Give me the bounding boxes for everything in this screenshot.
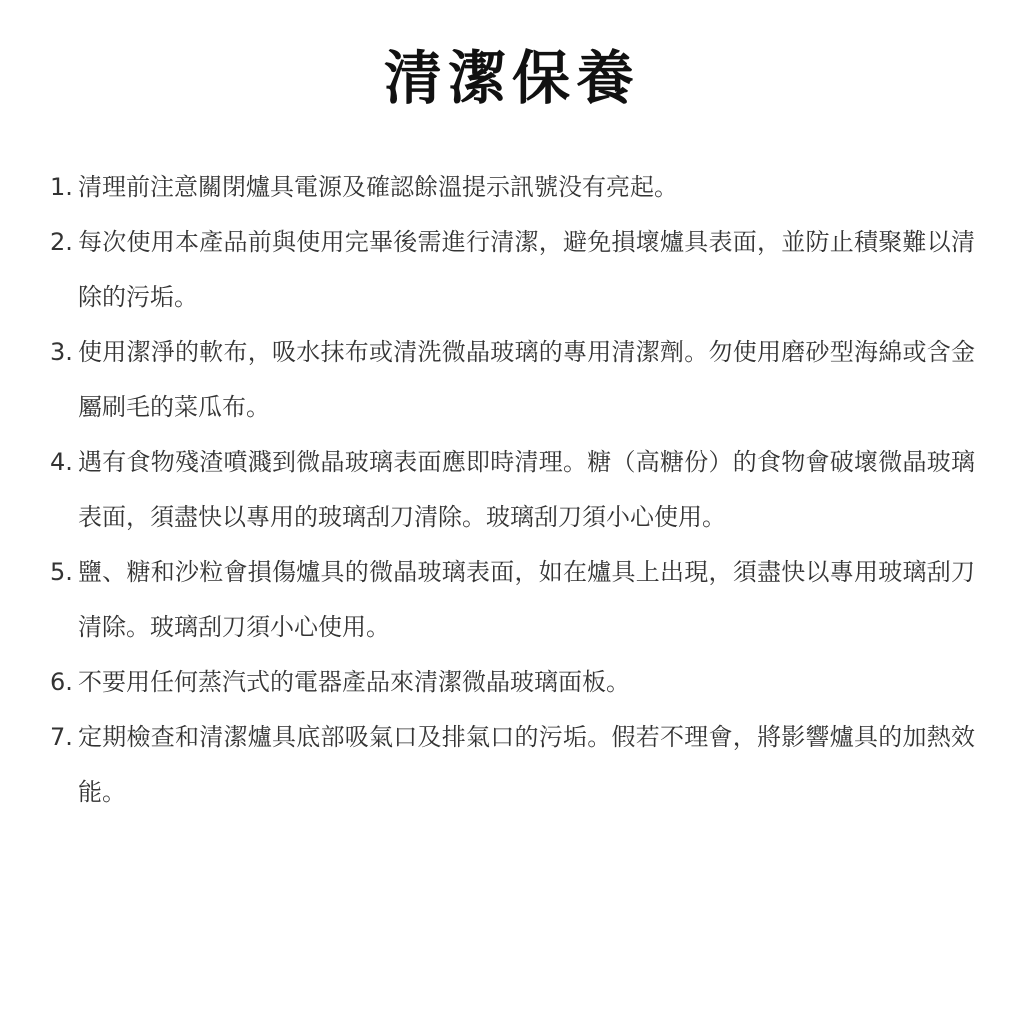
instruction-list	[50, 160, 975, 820]
page-title: 清潔保養	[383, 44, 640, 112]
item-number: 5.	[50, 558, 73, 586]
item-text: 每次使用本產品前與使用完畢後需進行清潔，避免損壞爐具表面，並防止積聚難以清除的污垢。	[78, 228, 975, 311]
instruction-item-4	[50, 435, 975, 545]
item-number: 4.	[50, 448, 73, 476]
instruction-item-6	[50, 655, 975, 710]
instruction-item-1	[50, 160, 975, 215]
item-number: 3.	[50, 338, 73, 366]
instruction-item-2	[50, 215, 975, 325]
item-number: 2.	[50, 228, 73, 256]
item-text: 清理前注意關閉爐具電源及確認餘溫提示訊號没有亮起。	[78, 173, 678, 201]
item-number: 1.	[50, 173, 73, 201]
instruction-item-7	[50, 710, 975, 820]
item-text: 使用潔淨的軟布，吸水抹布或清洗微晶玻璃的專用清潔劑。勿使用磨砂型海綿或含金屬刷毛的菜瓜布。	[78, 338, 975, 421]
item-text: 定期檢查和清潔爐具底部吸氣口及排氣口的污垢。假若不理會，將影響爐具的加熱效能。	[78, 723, 975, 806]
instruction-item-3	[50, 325, 975, 435]
item-number: 7.	[50, 723, 73, 751]
item-text: 鹽、糖和沙粒會損傷爐具的微晶玻璃表面，如在爐具上出現，須盡快以專用玻璃刮刀清除。玻璃刮刀須小心使用。	[78, 558, 975, 641]
item-text: 遇有食物殘渣噴濺到微晶玻璃表面應即時清理。糖（高糖份）的食物會破壞微晶玻璃表面，須盡快以專用的玻璃刮刀清除。玻璃刮刀須小心使用。	[78, 448, 975, 531]
item-number: 6.	[50, 668, 73, 696]
instruction-item-5	[50, 545, 975, 655]
item-text: 不要用任何蒸汽式的電器產品來清潔微晶玻璃面板。	[78, 668, 630, 696]
